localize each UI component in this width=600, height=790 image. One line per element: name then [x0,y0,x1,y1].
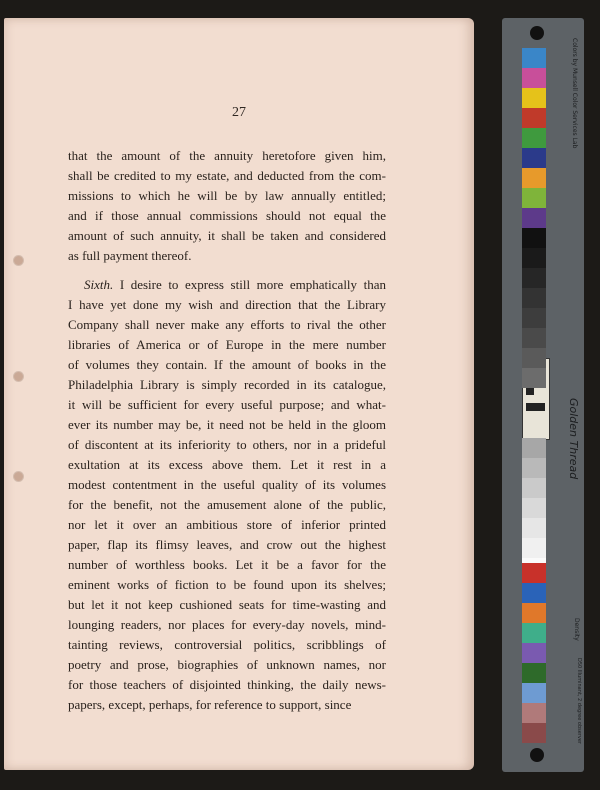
color-patch [522,228,546,248]
gray-patch [522,348,546,368]
text-line: of volumes they contain. If the amount of books in the [68,357,386,372]
text-line: amount of such annuity, it shall be taken and considered [68,228,386,243]
text-fragment: I desire to express still more emphatically than [113,277,386,292]
text-line: of discontent at its inferiority to others, nor in a prideful [68,437,386,452]
color-patch [522,168,546,188]
binding-hole [14,372,23,381]
target-brand: Colors by Munsell Color Services Lab [571,38,578,149]
gray-patch [522,438,546,458]
text-line: for the benefit, not the amusement alone of the public, [68,497,386,512]
color-patch [522,148,546,168]
gray-patch [522,368,546,388]
text-line: lounging readers, nor places for every-day novels, mind- [68,617,386,632]
color-patch [522,583,546,603]
target-illuminant-text: D50 Illuminant, 2 degree observer [576,658,582,744]
color-patch [522,108,546,128]
text-line: as full payment thereof. [68,248,192,263]
text-line: ever its number may be, it need not be held in the gloom [68,417,386,432]
text-line: it will be sufficient for every useful purpose; and what- [68,397,386,412]
target-hole [530,748,544,762]
text-line: modest contentment in the useful quality of its volumes [68,477,386,492]
text-line: Philadelphia Library is simply recorded in its catalogue, [68,377,386,392]
gray-patch [522,328,546,348]
color-patch [522,48,546,68]
gray-patch [522,248,546,268]
text-line: papers, except, perhaps, for reference to support, since [68,697,352,712]
text-line: paper, flap its flimsy leaves, and crow out the highest [68,537,386,552]
book-page [4,18,474,770]
text-line: number of worthless books. Let it be a favor for the [68,557,386,572]
gray-patch [522,458,546,478]
color-patch [522,643,546,663]
text-line: eminent works of fiction to be found upon its shelves; [68,577,386,592]
gray-patch [522,518,546,538]
body-text [68,146,386,715]
text-line: that the amount of the annuity heretofore given him, [68,148,386,163]
gray-patch [522,538,546,558]
text-line: missions to which he will be by law annually entitled; [68,188,386,203]
page-number: 27 [232,105,246,120]
text-line: libraries of America or of Europe in the mere number [68,337,386,352]
text-line: and if those annual commissions should not equal the [68,208,386,223]
color-patch [522,623,546,643]
text-line: I have yet done my wish and direction that the Library [68,297,386,312]
target-label: Golden Thread [567,398,580,480]
text-line: for those teachers of disjointed thinking, the daily news- [68,677,386,692]
color-patch [522,603,546,623]
text-line: tainting reviews, controversial politics, scribblings of [68,637,386,652]
binding-hole [14,256,23,265]
color-calibration-target [502,18,584,772]
color-patch [522,723,546,743]
color-patch [522,703,546,723]
text-line: poetry and prose, biographies of unknown names, nor [68,657,386,672]
color-patch [522,88,546,108]
gray-patch [522,478,546,498]
color-patch [522,208,546,228]
color-patch [522,68,546,88]
color-patch [522,128,546,148]
text-line: but let it not keep cushioned seats for time-wasting and [68,597,386,612]
color-patch [522,663,546,683]
color-patch [522,563,546,583]
text-line: exultation at its excess above them. Let it rest in a [68,457,386,472]
text-line: Company shall never make any efforts to rival the other [68,317,386,332]
target-hole [530,26,544,40]
paragraph-opening-line [68,275,386,295]
color-patch [522,683,546,703]
target-density-label: Density [573,618,580,641]
text-line: nor let it over an ambitious store of inferior printed [68,517,386,532]
section-heading: Sixth. [84,277,114,292]
gray-patch [522,498,546,518]
binding-hole [14,472,23,481]
gray-patch [522,288,546,308]
text-line: shall be credited to my estate, and deducted from the com- [68,168,386,183]
gray-patch [522,268,546,288]
color-patch [522,188,546,208]
gray-patch [522,308,546,328]
